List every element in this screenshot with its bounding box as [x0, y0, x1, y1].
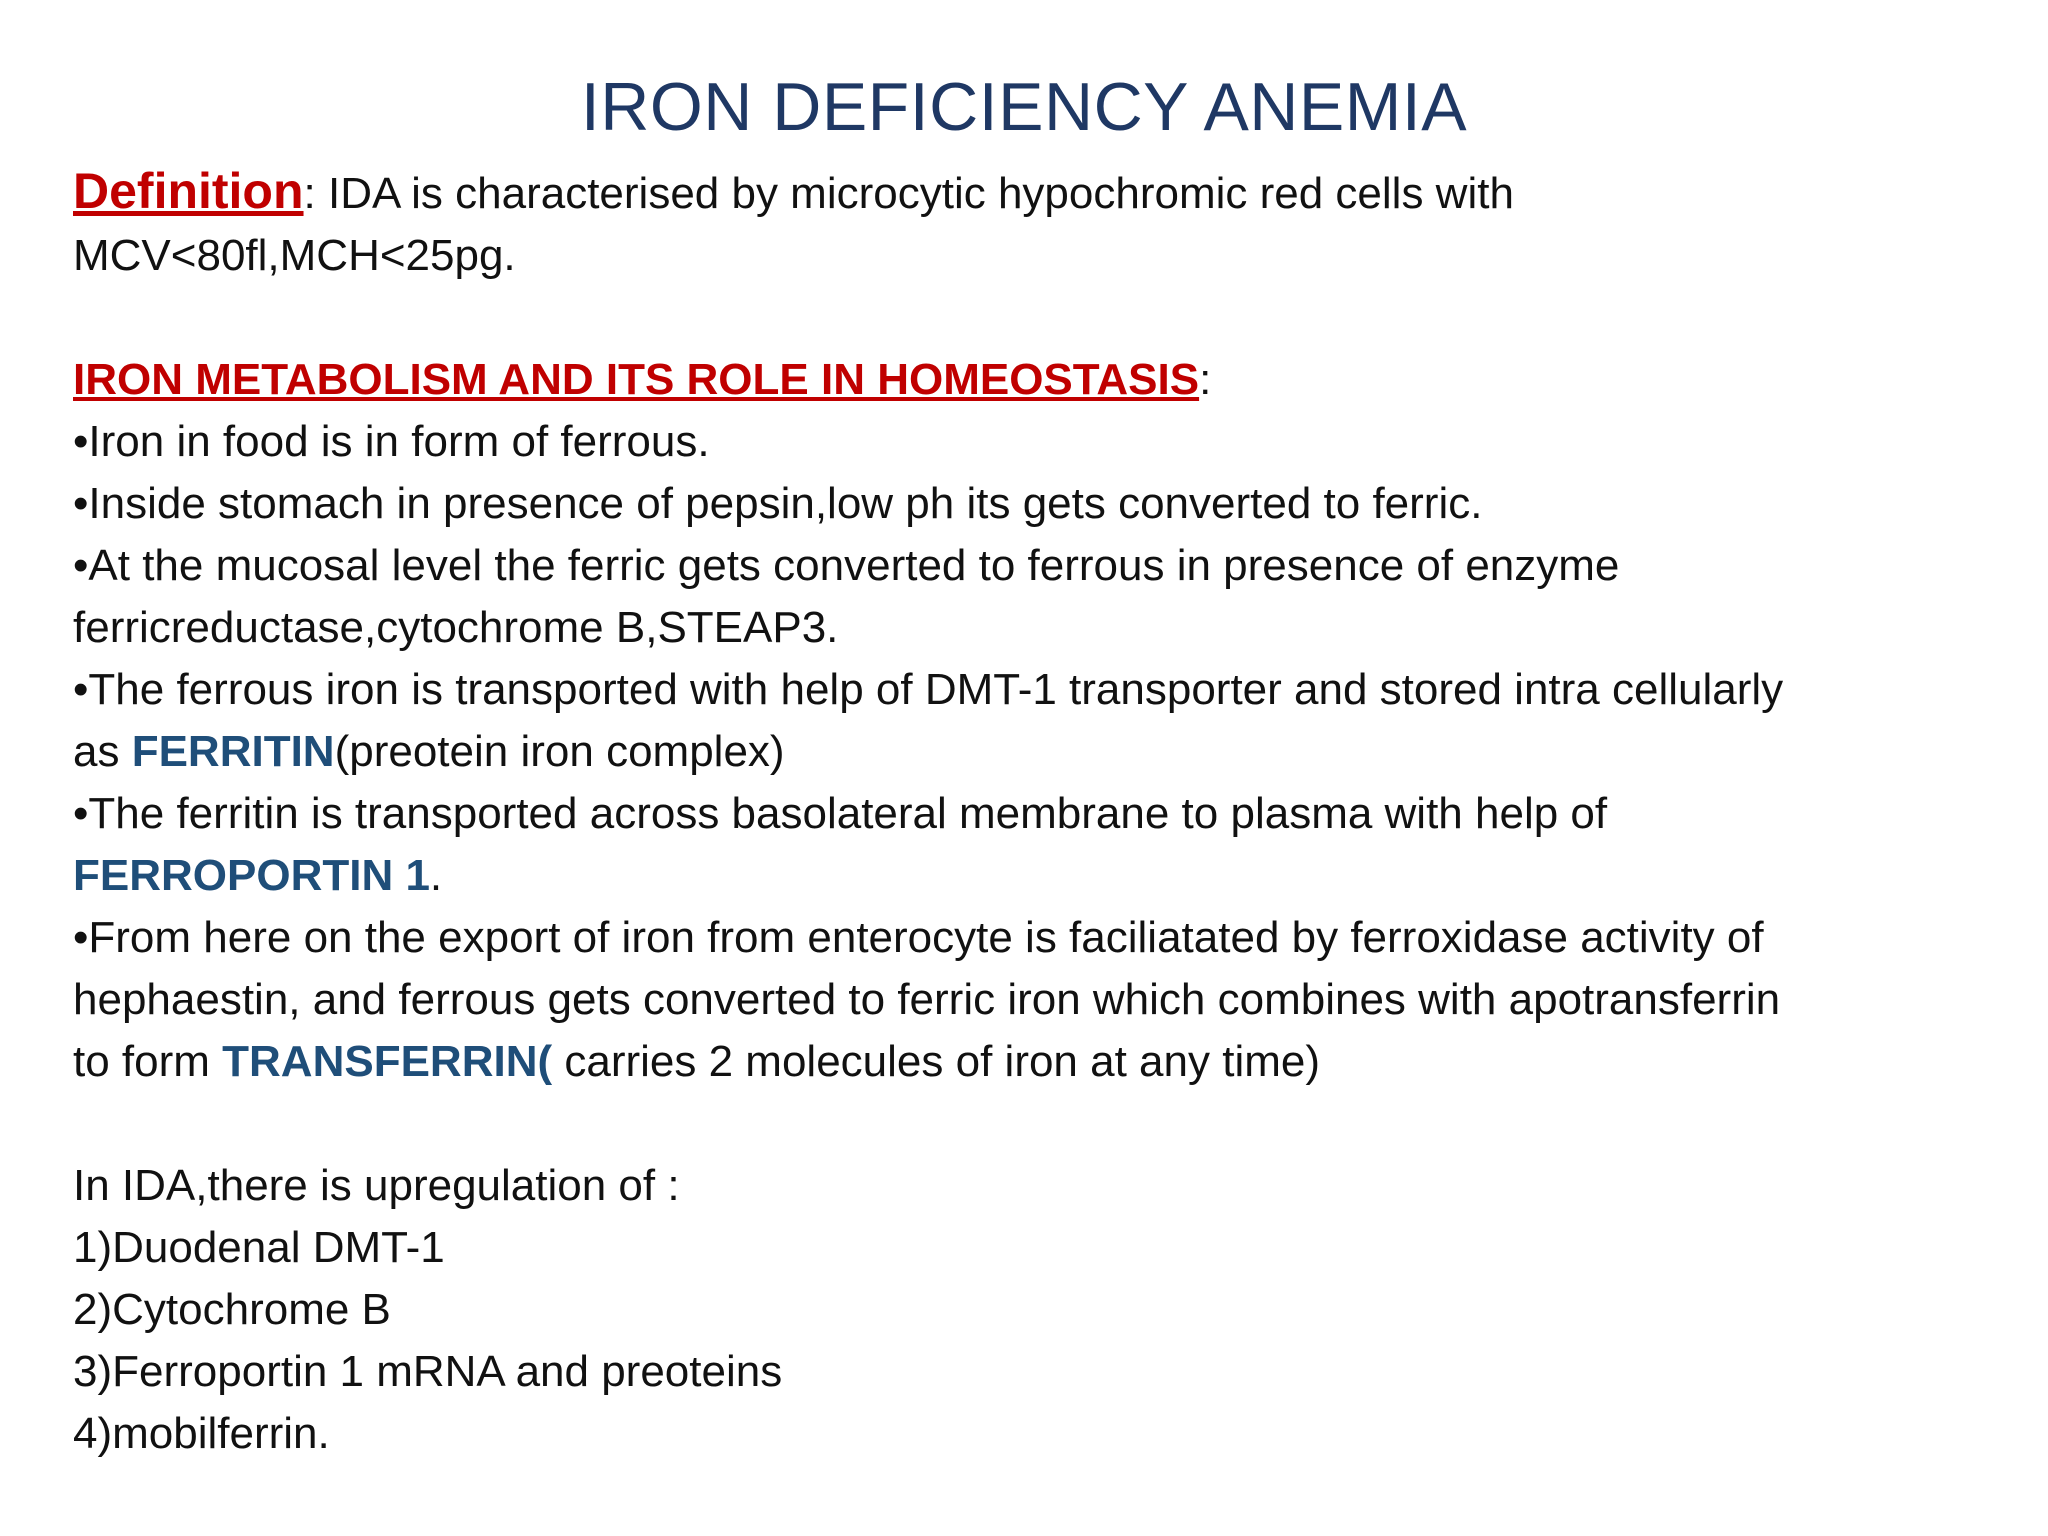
definition-line-2: MCV<80fl,MCH<25pg.	[73, 231, 516, 280]
bullet-4-line-2	[73, 721, 1993, 783]
bullet-6-line-3	[73, 1031, 1993, 1093]
bullet-3-line-2: ferricreductase,cytochrome B,STEAP3.	[73, 603, 839, 652]
section-heading-line	[73, 349, 1993, 411]
bullet-4-prefix: as	[73, 727, 132, 776]
bullet-3-line-1: •At the mucosal level the ferric gets converted to ferrous in presence of enzyme	[73, 541, 1620, 590]
keyword-ferritin: FERRITIN	[131, 727, 335, 776]
bullet-4-line-1: •The ferrous iron is transported with help of DMT-1 transporter and stored intra cellularly	[73, 665, 1784, 714]
bullet-6-prefix: to form	[73, 1037, 223, 1086]
slide-title: IRON DEFICIENCY ANEMIA	[580, 69, 1468, 145]
upregulation-item: 2)Cytochrome B	[73, 1285, 391, 1334]
slide-content	[73, 160, 1993, 1465]
bullet-5-line-1: •The ferritin is transported across basolateral membrane to plasma with help of	[73, 789, 1608, 838]
upregulation-item: 4)mobilferrin.	[73, 1409, 330, 1458]
bullet-6-line-2: hephaestin, and ferrous gets converted to ferric iron which combines with apotransferrin	[73, 975, 1781, 1024]
bullet-6-suffix: carries 2 molecules of iron at any time)	[552, 1037, 1320, 1086]
upregulation-item: 3)Ferroportin 1 mRNA and preoteins	[73, 1347, 783, 1396]
bullet-2: •Inside stomach in presence of pepsin,low ph its gets converted to ferric.	[73, 479, 1483, 528]
section-heading-suffix: :	[1199, 355, 1212, 404]
bullet-6-line-1: •From here on the export of iron from enterocyte is faciliatated by ferroxidase activity of	[73, 913, 1764, 962]
definition-label: Definition	[73, 163, 304, 219]
upregulation-intro: In IDA,there is upregulation of :	[73, 1161, 680, 1210]
keyword-ferroportin: FERROPORTIN 1	[73, 851, 430, 900]
bullet-4-suffix: (preotein iron complex)	[334, 727, 785, 776]
bullet-1: •Iron in food is in form of ferrous.	[73, 417, 710, 466]
keyword-transferrin: TRANSFERRIN(	[222, 1037, 553, 1086]
definition-text: : IDA is characterised by microcytic hypochromic red cells with	[303, 169, 1514, 218]
spacer	[73, 287, 1993, 349]
spacer	[73, 1093, 1993, 1155]
bullet-5-suffix: .	[429, 851, 443, 900]
upregulation-item: 1)Duodenal DMT-1	[73, 1223, 445, 1272]
definition-line-1	[73, 160, 1993, 225]
bullet-5-line-2	[73, 845, 1993, 907]
section-heading: IRON METABOLISM AND ITS ROLE IN HOMEOSTASIS	[73, 355, 1200, 404]
